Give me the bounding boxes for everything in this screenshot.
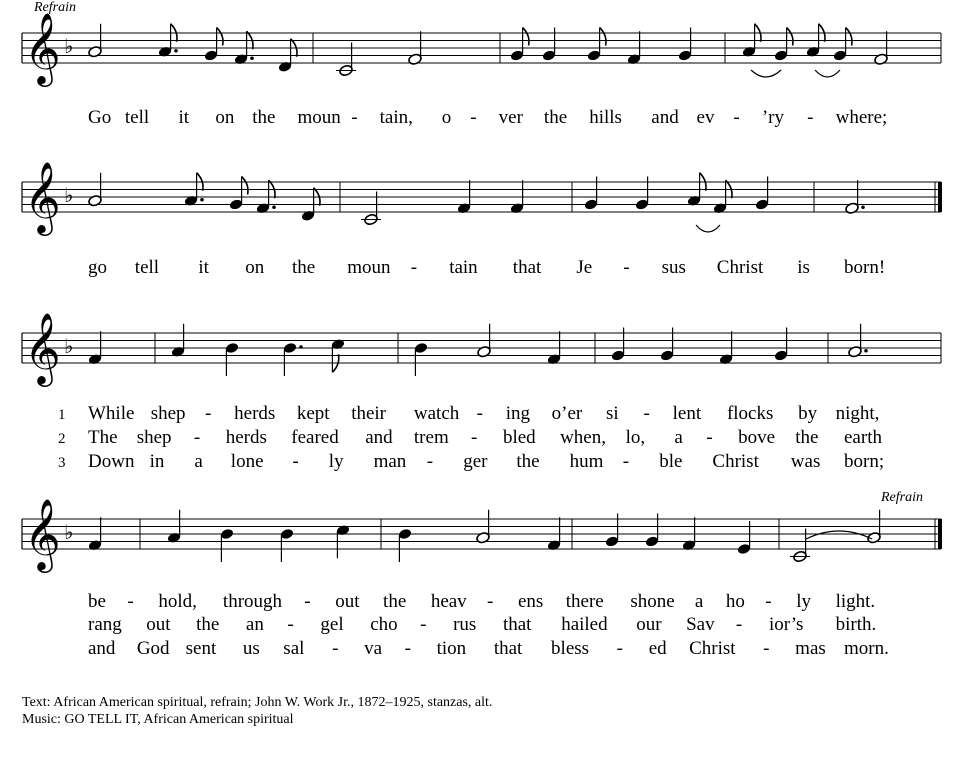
augmentation-dot (250, 56, 254, 60)
lyric-syllable: - (643, 403, 650, 424)
lyric-syllable: - (127, 591, 134, 612)
lyric-syllable: - (765, 591, 772, 612)
lyric-syllable: on (245, 257, 265, 278)
lyric-syllable: God (136, 638, 170, 659)
lyric-syllable: ver (498, 107, 523, 128)
lyric-syllable: by (798, 403, 818, 424)
lyric-syllable: - (706, 427, 713, 448)
lyric-syllable: an (245, 614, 264, 635)
lyric-syllable: moun (347, 257, 391, 278)
note-flag (846, 28, 852, 46)
lyric-syllable: and (365, 427, 393, 448)
lyric-syllable: lent (672, 403, 702, 424)
lyric-syllable: - (404, 638, 411, 659)
augmentation-dot (864, 349, 868, 353)
lyric-syllable: trem (413, 427, 449, 448)
lyric-syllable: sent (185, 638, 217, 659)
credits-text: Text: African American spiritual, refrain; John W. Work Jr., 1872–1925, stanzas, alt. (22, 695, 493, 710)
lyric-syllable: moun (297, 107, 341, 128)
lyric-syllable: - (622, 451, 630, 472)
lyric-syllable: Je (576, 257, 593, 278)
lyric-syllable: that (512, 257, 542, 278)
lyric-syllable: through (222, 591, 283, 612)
lyric-syllable: heav (430, 591, 467, 612)
lyric-syllable: shep (136, 427, 172, 448)
lyric-syllable: - (205, 403, 212, 424)
augmentation-dot (299, 345, 303, 349)
lyric-syllable: The (88, 427, 118, 448)
staves (22, 11, 942, 573)
lyric-syllable: - (807, 107, 814, 128)
lyric-syllable: when, (560, 427, 606, 448)
credits (22, 694, 492, 728)
slur (751, 70, 781, 77)
lyric-syllable: earth (844, 427, 882, 448)
lyric-syllable: it (178, 107, 190, 128)
lyric-syllable: sus (661, 257, 686, 278)
lyric-syllable: man (373, 451, 407, 472)
lyric-syllable: va (364, 638, 383, 659)
lyric-syllable: - (763, 638, 770, 659)
lyric-syllable: a (674, 427, 683, 448)
lyric-syllable: - (420, 614, 427, 635)
lyric-syllable: lo, (625, 427, 646, 448)
lyric-syllable: the (543, 107, 568, 128)
lyric-syllable: night, (835, 403, 880, 424)
lyric-syllable: - (193, 427, 201, 448)
refrain-label-end: Refrain (881, 490, 923, 505)
lyric-syllable: born! (844, 257, 886, 278)
lyric-syllable: shep (150, 403, 186, 424)
lyric-syllable: o’er (551, 403, 583, 424)
lyric-syllable: hold, (158, 591, 197, 612)
lyric-syllable: o (441, 107, 452, 128)
lyric-syllable: a (694, 591, 704, 612)
slur (815, 70, 840, 77)
lyric-syllable: go (88, 257, 107, 278)
lyric-syllable: there (565, 591, 604, 612)
augmentation-dot (861, 205, 865, 209)
lyric-syllable: flocks (726, 403, 774, 424)
lyric-syllable: shone (630, 591, 675, 612)
verse-number: 2 (58, 431, 66, 447)
lyric-syllable: Down (88, 451, 135, 472)
lyric-syllable: the (292, 257, 316, 278)
note-flag (523, 28, 529, 46)
lyric-syllable: Go (88, 107, 112, 128)
lyric-syllable: watch (413, 403, 460, 424)
lyric-syllable: hills (589, 107, 622, 128)
lyric-syllable: ho (725, 591, 745, 612)
lyric-syllable: ens (517, 591, 544, 612)
lyric-syllable: the (795, 427, 819, 448)
lyric-syllable: in (149, 451, 165, 472)
lyric-syllable: ’ry (761, 107, 785, 128)
lyric-syllable: was (790, 451, 821, 472)
lyric-syllable: While (88, 403, 135, 424)
lyric-syllable: - (304, 591, 311, 612)
lyric-syllable: ly (796, 591, 812, 612)
treble-clef-icon: 𝄞 (24, 311, 61, 384)
lyric-syllable: their (351, 403, 387, 424)
lyric-syllable: born; (844, 451, 885, 472)
lyric-syllable: ly (328, 451, 344, 472)
lyric-syllable: bled (502, 427, 536, 448)
lyric-syllable: it (198, 257, 209, 278)
lyric-syllable: ed (648, 638, 667, 659)
lyric-syllable: our (636, 614, 662, 635)
lyric-syllable: be (88, 591, 106, 612)
augmentation-dot (200, 198, 204, 202)
final-barline-thick (938, 182, 942, 212)
lyric-syllable: - (623, 257, 630, 278)
lyric-syllable: and (651, 107, 679, 128)
lyric-syllable: mas (795, 638, 826, 659)
lyric-syllable: birth. (835, 614, 877, 635)
lyric-syllable: - (616, 638, 624, 659)
lyric-syllable: cho (370, 614, 398, 635)
lyric-syllable: light. (835, 591, 876, 612)
lyric-syllable: is (797, 257, 810, 278)
lyric-syllable: ing (505, 403, 531, 424)
lyric-syllable: and (88, 638, 116, 659)
note-flag (242, 177, 248, 195)
lyric-syllable: bless (551, 638, 590, 659)
lyric-syllable: gel (320, 614, 344, 635)
lyric-syllable: Christ (716, 257, 764, 278)
flat-icon: ♭ (64, 34, 74, 58)
lyric-syllable: kept (296, 403, 330, 424)
lyric-syllable: tain, (379, 107, 413, 128)
lyric-syllable: tell (124, 107, 150, 128)
lyric-syllable: - (733, 107, 740, 128)
lyric-syllable: - (292, 451, 299, 472)
lyric-syllable: rang (88, 614, 122, 635)
lyric-syllable: - (410, 257, 418, 278)
lyric-syllable: on (215, 107, 235, 128)
lyric-syllable: a (194, 451, 203, 472)
lyric-syllable: out (335, 591, 360, 612)
lyric-syllable: - (476, 403, 483, 424)
flat-icon: ♭ (64, 520, 74, 544)
note-flag (787, 28, 793, 46)
lyric-syllable: - (471, 427, 478, 448)
lyric-syllable: - (735, 614, 743, 635)
lyric-syllable: that (502, 614, 532, 635)
verse-number: 1 (58, 407, 66, 423)
lyric-syllable: sal (283, 638, 305, 659)
verse-number: 3 (58, 455, 66, 471)
lyric-syllable: hum (569, 451, 604, 472)
slur (696, 225, 720, 232)
flat-icon: ♭ (64, 334, 74, 358)
lyric-syllable: the (516, 451, 540, 472)
lyric-syllable: - (351, 107, 358, 128)
lyric-syllable: the (196, 614, 220, 635)
note-flag (600, 28, 606, 46)
lyric-syllable: out (146, 614, 171, 635)
lyric-syllable: ger (463, 451, 488, 472)
lyric-syllable: rus (453, 614, 477, 635)
credits-music: Music: GO TELL IT, African American spiritual (22, 712, 294, 727)
lyric-syllable: hailed (561, 614, 608, 635)
lyric-syllable: ble (659, 451, 683, 472)
lyric-syllable: the (383, 591, 407, 612)
lyric-syllable: where; (835, 107, 888, 128)
notes (88, 24, 889, 563)
lyric-syllable: - (487, 591, 494, 612)
lyric-syllable: that (493, 638, 523, 659)
final-barline-thick (938, 519, 942, 549)
augmentation-dot (272, 205, 276, 209)
lyric-syllable: herds (225, 427, 267, 448)
lyric-syllable: morn. (844, 638, 889, 659)
lyric-syllable: tell (134, 257, 160, 278)
lyric-syllable: tain (449, 257, 478, 278)
flat-icon: ♭ (64, 183, 74, 207)
note-flag (217, 28, 223, 46)
refrain-label: Refrain (34, 0, 76, 15)
lyric-syllable: Christ (689, 638, 736, 659)
lyric-syllable: herds (234, 403, 276, 424)
lyric-syllable: lone (230, 451, 264, 472)
lyric-syllable: Christ (712, 451, 759, 472)
lyric-syllable: - (287, 614, 294, 635)
lyric-syllable: us (242, 638, 260, 659)
treble-clef-icon: 𝄞 (24, 160, 61, 233)
lyric-syllable: - (426, 451, 434, 472)
lyric-syllable: tion (436, 638, 467, 659)
treble-clef-icon: 𝄞 (24, 497, 61, 570)
lyric-syllable: feared (291, 427, 339, 448)
lyric-syllable: - (470, 107, 477, 128)
slur (806, 531, 872, 539)
lyric-syllable: the (252, 107, 276, 128)
lyric-syllable: si (606, 403, 619, 424)
lyric-syllable: bove (738, 427, 776, 448)
lyric-syllable: ev (696, 107, 715, 128)
lyric-syllable: ior’s (768, 614, 804, 635)
lyric-syllable: Sav (686, 614, 715, 635)
lyric-syllable: - (332, 638, 339, 659)
augmentation-dot (174, 49, 178, 53)
treble-clef-icon: 𝄞 (24, 11, 61, 84)
